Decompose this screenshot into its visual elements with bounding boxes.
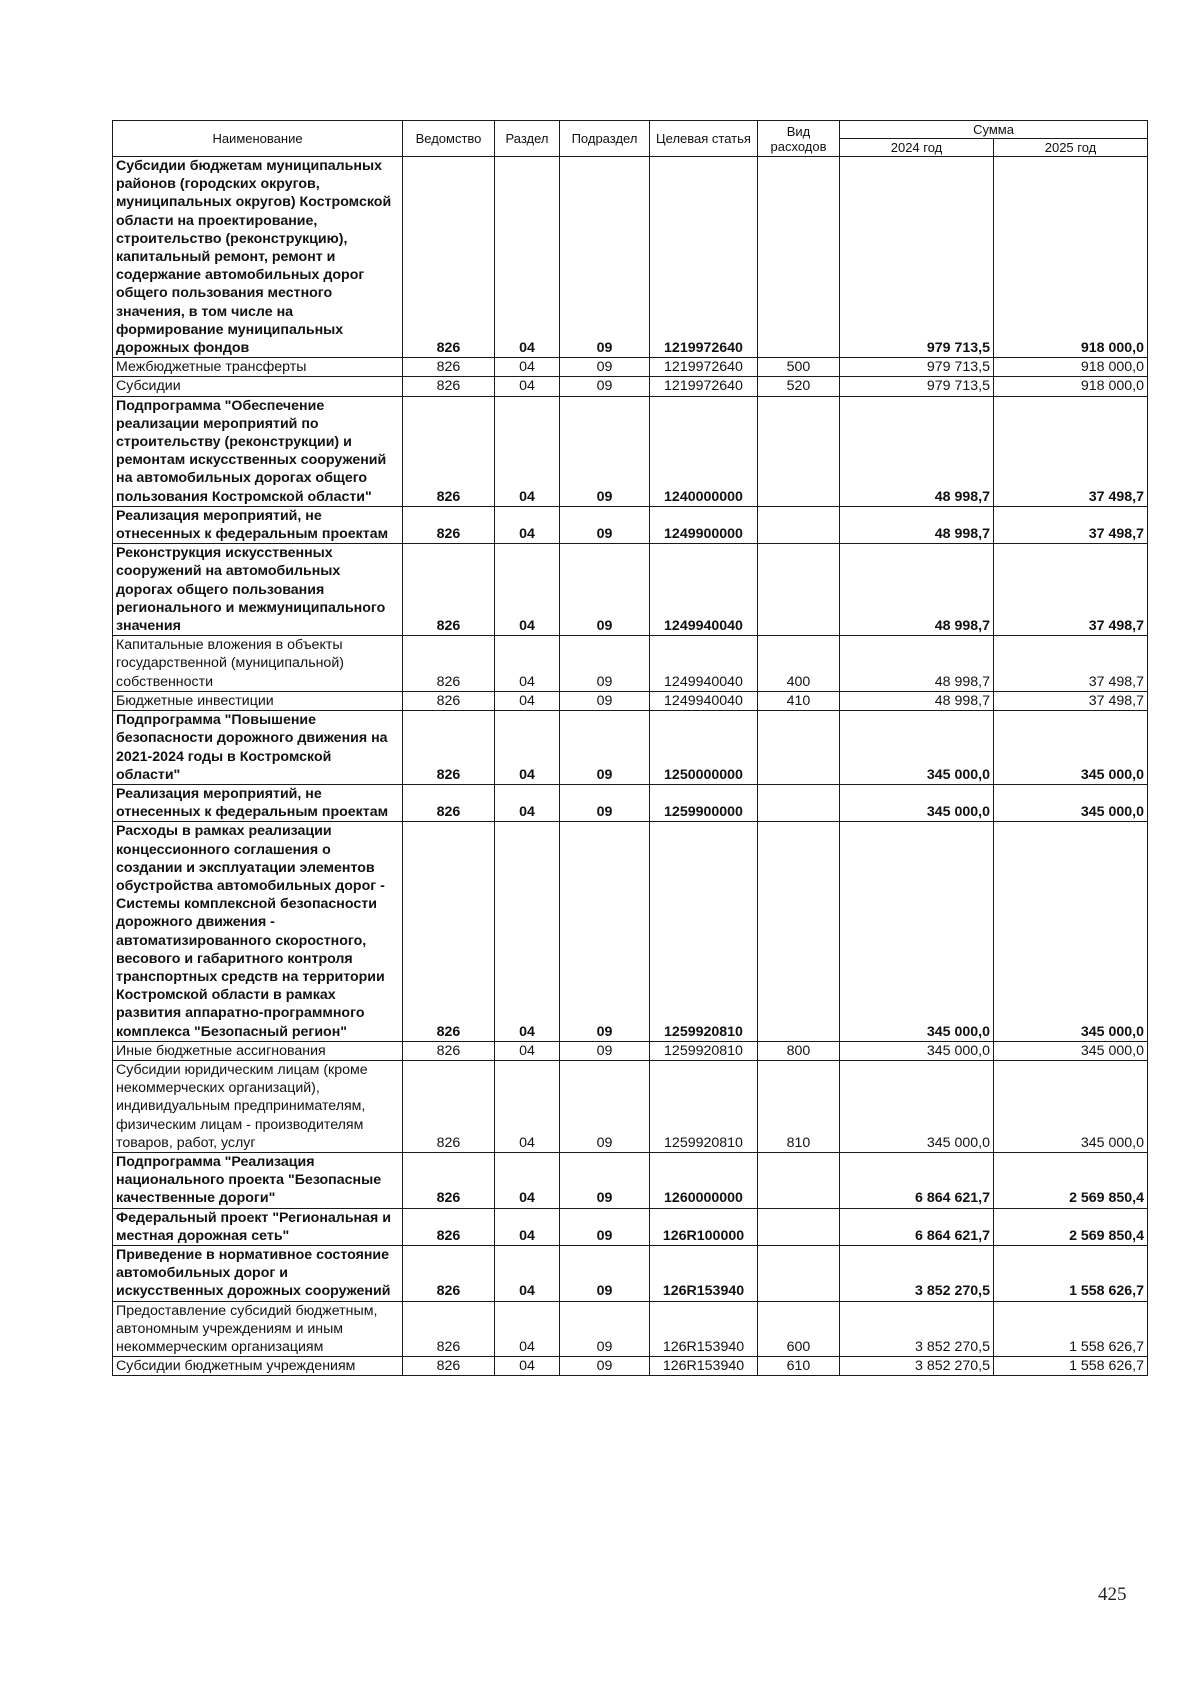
row-section: 04: [495, 1301, 560, 1357]
row-subsection: 09: [560, 822, 650, 1041]
row-subsection: 09: [560, 506, 650, 543]
row-exptype: 800: [758, 1041, 840, 1060]
row-section: 04: [495, 157, 560, 358]
row-sum-2025: 345 000,0: [994, 822, 1148, 1041]
row-dept: 826: [403, 636, 495, 692]
header-subsection: Подраздел: [560, 121, 650, 157]
header-target: Целевая статья: [650, 121, 758, 157]
row-dept: 826: [403, 544, 495, 636]
row-target: 126R153940: [650, 1357, 758, 1376]
row-subsection: 09: [560, 1060, 650, 1152]
row-dept: 826: [403, 711, 495, 785]
row-dept: 826: [403, 822, 495, 1041]
row-dept: 826: [403, 691, 495, 710]
row-sum-2025: 918 000,0: [994, 358, 1148, 377]
row-section: 04: [495, 691, 560, 710]
row-subsection: 09: [560, 1041, 650, 1060]
row-sum-2025: 2 569 850,4: [994, 1208, 1148, 1245]
row-sum-2024: 345 000,0: [840, 1060, 994, 1152]
header-name: Наименование: [113, 121, 403, 157]
row-name: Федеральный проект "Региональная и местная дорожная сеть": [113, 1208, 403, 1245]
row-subsection: 09: [560, 396, 650, 506]
row-sum-2024: 3 852 270,5: [840, 1301, 994, 1357]
row-subsection: 09: [560, 1301, 650, 1357]
row-name: Расходы в рамках реализации концессионного соглашения о создании и эксплуатации элементов обустройства автомобильных дорог - Системы комплексной безопасности дорожного движения - автоматизированного скоростного, весового и габаритного контроля транспортных средств на территории Костромской области в рамках развития аппаратно-программного комплекса "Безопасный регион": [113, 822, 403, 1041]
budget-table: [112, 120, 1148, 1376]
row-sum-2025: 37 498,7: [994, 544, 1148, 636]
row-subsection: 09: [560, 358, 650, 377]
table-row: [113, 1208, 1148, 1245]
table-row: [113, 157, 1148, 358]
row-sum-2024: 48 998,7: [840, 396, 994, 506]
row-target: 1260000000: [650, 1152, 758, 1208]
row-dept: 826: [403, 1301, 495, 1357]
row-target: 126R100000: [650, 1208, 758, 1245]
row-section: 04: [495, 1060, 560, 1152]
table-row: [113, 1041, 1148, 1060]
row-target: 1249900000: [650, 506, 758, 543]
row-section: 04: [495, 636, 560, 692]
row-subsection: 09: [560, 711, 650, 785]
row-name: Субсидии бюджетным учреждениям: [113, 1357, 403, 1376]
row-dept: 826: [403, 1357, 495, 1376]
row-dept: 826: [403, 1041, 495, 1060]
row-name: Субсидии: [113, 377, 403, 396]
row-target: 1240000000: [650, 396, 758, 506]
row-subsection: 09: [560, 691, 650, 710]
row-target: 1249940040: [650, 691, 758, 710]
row-section: 04: [495, 358, 560, 377]
row-target: 1219972640: [650, 358, 758, 377]
row-target: 1249940040: [650, 636, 758, 692]
row-exptype: [758, 822, 840, 1041]
row-exptype: [758, 544, 840, 636]
row-dept: 826: [403, 377, 495, 396]
row-subsection: 09: [560, 1152, 650, 1208]
row-sum-2024: 48 998,7: [840, 636, 994, 692]
row-subsection: 09: [560, 1208, 650, 1245]
row-section: 04: [495, 784, 560, 821]
table-row: [113, 1357, 1148, 1376]
row-name: Подпрограмма "Реализация национального проекта "Безопасные качественные дороги": [113, 1152, 403, 1208]
table-row: [113, 544, 1148, 636]
row-sum-2024: 979 713,5: [840, 157, 994, 358]
row-sum-2025: 1 558 626,7: [994, 1301, 1148, 1357]
row-exptype: [758, 1152, 840, 1208]
table-row: [113, 1060, 1148, 1152]
row-sum-2024: 3 852 270,5: [840, 1357, 994, 1376]
row-target: 1259920810: [650, 822, 758, 1041]
row-section: 04: [495, 544, 560, 636]
table-row: [113, 711, 1148, 785]
row-sum-2025: 1 558 626,7: [994, 1357, 1148, 1376]
row-exptype: 810: [758, 1060, 840, 1152]
row-section: 04: [495, 822, 560, 1041]
header-sum: Сумма: [840, 121, 1148, 139]
row-target: 1219972640: [650, 157, 758, 358]
row-sum-2025: 37 498,7: [994, 636, 1148, 692]
row-dept: 826: [403, 358, 495, 377]
header-year-2024: 2024 год: [840, 139, 994, 157]
row-exptype: [758, 157, 840, 358]
table-row: [113, 506, 1148, 543]
row-name: Бюджетные инвестиции: [113, 691, 403, 710]
table-row: [113, 822, 1148, 1041]
header-dept: Ведомство: [403, 121, 495, 157]
row-exptype: 500: [758, 358, 840, 377]
table-row: [113, 377, 1148, 396]
row-target: 126R153940: [650, 1245, 758, 1301]
row-target: 126R153940: [650, 1301, 758, 1357]
row-sum-2025: 345 000,0: [994, 1041, 1148, 1060]
row-exptype: [758, 1245, 840, 1301]
row-dept: 826: [403, 396, 495, 506]
header-section: Раздел: [495, 121, 560, 157]
row-target: 1259920810: [650, 1060, 758, 1152]
row-section: 04: [495, 1152, 560, 1208]
row-sum-2025: 37 498,7: [994, 396, 1148, 506]
row-target: 1249940040: [650, 544, 758, 636]
row-sum-2025: 345 000,0: [994, 711, 1148, 785]
row-dept: 826: [403, 506, 495, 543]
row-exptype: 410: [758, 691, 840, 710]
row-sum-2025: 345 000,0: [994, 1060, 1148, 1152]
row-subsection: 09: [560, 1357, 650, 1376]
row-sum-2024: 979 713,5: [840, 377, 994, 396]
row-subsection: 09: [560, 544, 650, 636]
table-row: [113, 1152, 1148, 1208]
row-sum-2024: 48 998,7: [840, 544, 994, 636]
row-exptype: [758, 784, 840, 821]
table-row: [113, 784, 1148, 821]
row-dept: 826: [403, 1208, 495, 1245]
row-name: Межбюджетные трансферты: [113, 358, 403, 377]
row-section: 04: [495, 506, 560, 543]
row-subsection: 09: [560, 377, 650, 396]
row-exptype: 520: [758, 377, 840, 396]
row-name: Реализация мероприятий, не отнесенных к федеральным проектам: [113, 506, 403, 543]
row-name: Приведение в нормативное состояние автомобильных дорог и искусственных дорожных сооружений: [113, 1245, 403, 1301]
budget-sheet: [112, 120, 1147, 1376]
row-exptype: 600: [758, 1301, 840, 1357]
row-sum-2025: 37 498,7: [994, 691, 1148, 710]
row-exptype: [758, 711, 840, 785]
row-section: 04: [495, 1245, 560, 1301]
row-sum-2024: 345 000,0: [840, 1041, 994, 1060]
row-section: 04: [495, 377, 560, 396]
row-name: Подпрограмма "Повышение безопасности дорожного движения на 2021-2024 годы в Костромской области": [113, 711, 403, 785]
row-sum-2025: 1 558 626,7: [994, 1245, 1148, 1301]
row-section: 04: [495, 396, 560, 506]
row-dept: 826: [403, 1152, 495, 1208]
row-sum-2025: 37 498,7: [994, 506, 1148, 543]
table-body: [113, 157, 1148, 1376]
row-subsection: 09: [560, 784, 650, 821]
table-row: [113, 396, 1148, 506]
row-section: 04: [495, 1208, 560, 1245]
row-section: 04: [495, 1041, 560, 1060]
table-row: [113, 1245, 1148, 1301]
row-sum-2025: 918 000,0: [994, 157, 1148, 358]
page-number: 425: [1098, 1584, 1127, 1605]
row-subsection: 09: [560, 1245, 650, 1301]
row-subsection: 09: [560, 636, 650, 692]
row-dept: 826: [403, 157, 495, 358]
header-year-2025: 2025 год: [994, 139, 1148, 157]
header-exptype: Вид расходов: [758, 121, 840, 157]
row-exptype: 400: [758, 636, 840, 692]
row-sum-2024: 345 000,0: [840, 711, 994, 785]
row-sum-2024: 6 864 621,7: [840, 1208, 994, 1245]
row-sum-2025: 918 000,0: [994, 377, 1148, 396]
row-sum-2024: 345 000,0: [840, 784, 994, 821]
row-sum-2024: 979 713,5: [840, 358, 994, 377]
row-sum-2025: 345 000,0: [994, 784, 1148, 821]
row-section: 04: [495, 711, 560, 785]
row-name: Предоставление субсидий бюджетным, автономным учреждениям и иным некоммерческим организациям: [113, 1301, 403, 1357]
row-name: Реконструкция искусственных сооружений на автомобильных дорогах общего пользования регионального и межмуниципального значения: [113, 544, 403, 636]
row-exptype: [758, 396, 840, 506]
row-sum-2024: 3 852 270,5: [840, 1245, 994, 1301]
row-name: Капитальные вложения в объекты государственной (муниципальной) собственности: [113, 636, 403, 692]
row-sum-2024: 345 000,0: [840, 822, 994, 1041]
row-name: Субсидии юридическим лицам (кроме некоммерческих организаций), индивидуальным предпринимателям, физическим лицам - производителям товаров, работ, услуг: [113, 1060, 403, 1152]
row-sum-2024: 48 998,7: [840, 691, 994, 710]
row-target: 1259900000: [650, 784, 758, 821]
row-target: 1259920810: [650, 1041, 758, 1060]
row-name: Подпрограмма "Обеспечение реализации мероприятий по строительству (реконструкции) и ремонтам искусственных сооружений на автомобильных дорогах общего пользования Костромской области": [113, 396, 403, 506]
row-dept: 826: [403, 784, 495, 821]
table-row: [113, 1301, 1148, 1357]
row-name: Иные бюджетные ассигнования: [113, 1041, 403, 1060]
row-target: 1250000000: [650, 711, 758, 785]
row-dept: 826: [403, 1060, 495, 1152]
row-name: Реализация мероприятий, не отнесенных к федеральным проектам: [113, 784, 403, 821]
row-sum-2024: 6 864 621,7: [840, 1152, 994, 1208]
row-sum-2025: 2 569 850,4: [994, 1152, 1148, 1208]
row-subsection: 09: [560, 157, 650, 358]
row-exptype: [758, 1208, 840, 1245]
row-exptype: [758, 506, 840, 543]
row-section: 04: [495, 1357, 560, 1376]
table-row: [113, 358, 1148, 377]
row-target: 1219972640: [650, 377, 758, 396]
row-name: Субсидии бюджетам муниципальных районов (городских округов, муниципальных округов) Костромской области на проектирование, строительство (реконструкцию), капитальный ремонт, ремонт и содержание автомобильных дорог общего пользования местного значения, в том числе на формирование муниципальных дорожных фондов: [113, 157, 403, 358]
row-dept: 826: [403, 1245, 495, 1301]
table-row: [113, 691, 1148, 710]
row-sum-2024: 48 998,7: [840, 506, 994, 543]
table-row: [113, 636, 1148, 692]
row-exptype: 610: [758, 1357, 840, 1376]
